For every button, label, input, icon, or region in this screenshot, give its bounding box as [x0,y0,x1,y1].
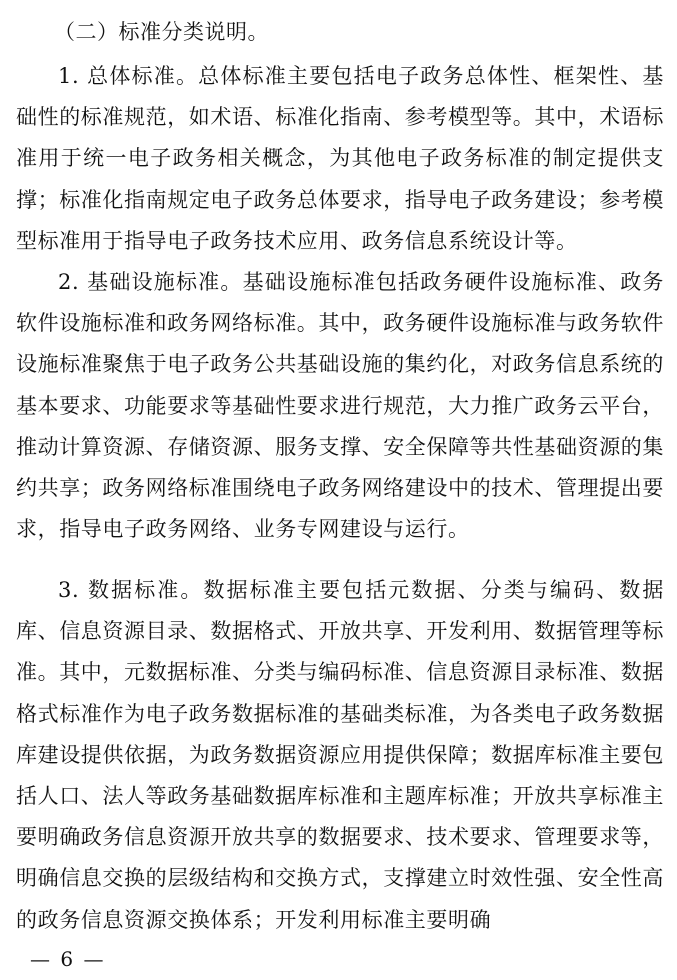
page-number: — 6 — [30,947,106,971]
paragraph-infrastructure-standards: 2. 基础设施标准。基础设施标准包括政务硬件设施标准、政务软件设施标准和政务网络标准。其中，政务硬件设施标准与政务软件设施标准聚焦于电子政务公共基础设施的集约化，对政务信息系统的基本要求、功能要求等基础性要求进行规范，大力推广政务云平台，推动计算资源、存储资源、服务支撑、安全保障等共性基础资源的集约共享；政务网络标准围绕电子政务网络建设中的技术、管理提出要求，指导电子政务网络、业务专网建设与运行。 [16,270,664,542]
paragraph-data-standards: 3. 数据标准。数据标准主要包括元数据、分类与编码、数据库、信息资源目录、数据格式、开放共享、开发利用、数据管理等标准。其中，元数据标准、分类与编码标准、信息资源目录标准、数据格式标准作为电子政务数据标准的基础类标准，为各类电子政务数据库建设提供依据，为政务数据资源应用提供保障；数据库标准主要包括人口、法人等政务基础数据库标准和主题库标准；开放共享标准主要明确政务信息资源开放共享的数据要求、技术要求、管理要求等，明确信息交换的层级结构和交换方式，支撑建立时效性强、安全性高的政务信息资源交换体系；开发利用标准主要明确 [16,578,664,932]
paragraph-general-standards: 1. 总体标准。总体标准主要包括电子政务总体性、框架性、基础性的标准规范，如术语、标准化指南、参考模型等。其中，术语标准用于统一电子政务相关概念，为其他电子政务标准的制定提供支撑；标准化指南规定电子政务总体要求，指导电子政务建设；参考模型标准用于指导电子政务技术应用、政务信息系统设计等。 [16,64,664,253]
section-heading: （二）标准分类说明。 [54,20,269,44]
